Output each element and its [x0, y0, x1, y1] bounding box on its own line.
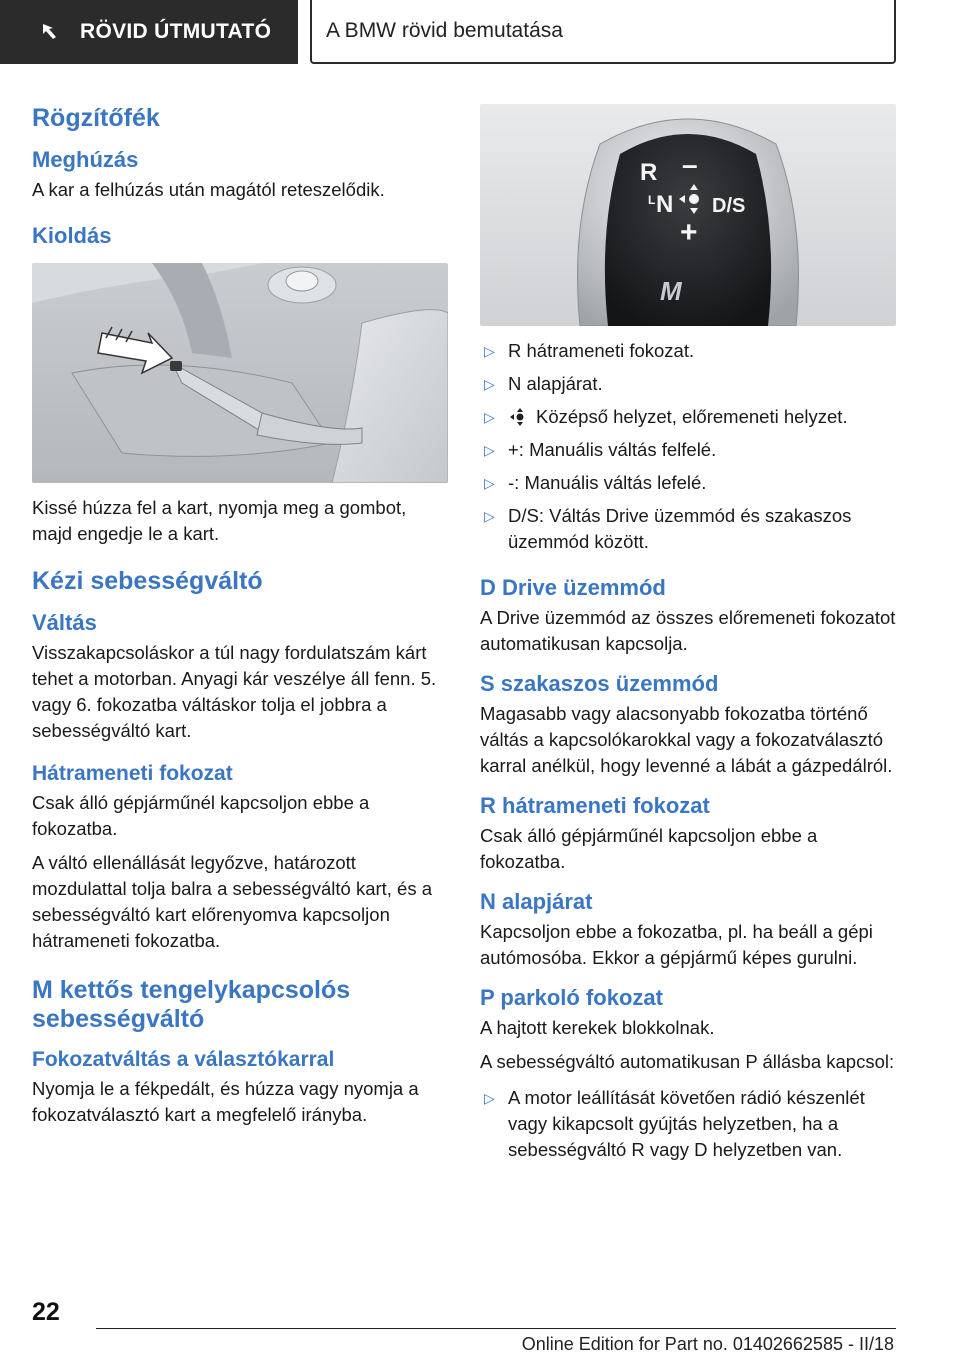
list-item: ▷ D/S: Váltás Drive üzemmód és szakaszos üzemmód között. [484, 505, 852, 552]
knob-label-minus: – [682, 149, 698, 180]
heading-p-park: P parkoló fokozat [480, 985, 663, 1010]
list-item: ▷ +: Manuális váltás felfelé. [480, 437, 896, 463]
triangle-bullet-icon: ▷ [484, 376, 495, 392]
text-p-park-2: A sebességváltó automatikusan P állásba kapcsol: [480, 1051, 895, 1072]
heading-release: Kioldás [32, 223, 112, 248]
knob-label-n: N [656, 191, 674, 218]
quick-guide-label: RÖVID ÚTMUTATÓ [80, 20, 272, 43]
page-number: 22 [32, 1298, 60, 1326]
edition-text: Online Edition for Part no. 01402662585 - II/18 [521, 1334, 894, 1354]
list-item: ▷ N alapjárat. [480, 371, 896, 397]
page-footer [0, 1290, 960, 1362]
knob-label-plus: + [680, 216, 698, 249]
wrench-pointer-icon [40, 21, 62, 43]
heading-r-reverse: R hátrameneti fokozat [480, 793, 710, 818]
section-title-box [310, 0, 896, 64]
gear-selector-illustration [480, 104, 896, 326]
text-selector: Nyomja le a fékpedált, és húzza vagy nyomja a fokozatválasztó kart a megfelelő irányba. [32, 1078, 419, 1125]
knob-label-ds: D/S [712, 195, 746, 217]
triangle-bullet-icon: ▷ [484, 475, 495, 491]
text-p-park-1: A hajtott kerekek blokkolnak. [480, 1017, 715, 1038]
heading-drive-mode: D Drive üzemmód [480, 575, 666, 600]
heading-n-neutral: N alapjárat [480, 889, 593, 914]
list-item: ▷ -: Manuális váltás lefelé. [480, 470, 896, 496]
text-reverse-2: A váltó ellenállását legyőzve, határozott mozdulattal tolja balra a sebességváltó kart, és a sebességváltó kart előrenyomva kapcsoljon hátrameneti fokozatba. [32, 852, 433, 951]
park-conditions-list [480, 1085, 896, 1163]
right-column [480, 104, 896, 1175]
knob-label-l: L [648, 193, 656, 207]
heading-apply: Meghúzás [32, 147, 139, 172]
list-item: ▷ Középső helyzet, előremeneti helyzet. [480, 404, 896, 430]
text-drive-mode: A Drive üzemmód az összes előremeneti fokozatot automatikusan kapcsolja. [480, 607, 896, 654]
quick-guide-tab[interactable] [0, 0, 298, 64]
page-header [0, 0, 960, 66]
center-position-icon [508, 408, 530, 426]
heading-dct: M kettős tengelykapcsolós sebességváltó [32, 976, 351, 1033]
text-sequential-mode: Magasabb vagy alacsonyabb fokozatba történő váltás a kapcsolókarokkal vagy a fokozatválasztó karral anélkül, hogy levenné a lábát a gázpedálról. [480, 703, 893, 776]
heading-reverse-gear: Hátrameneti fokozat [32, 762, 233, 785]
triangle-bullet-icon: ▷ [484, 1090, 495, 1106]
text-shift: Visszakapcsoláskor a túl nagy fordulatszám kárt tehet a motorban. Anyagi kár veszélye áll fenn. 5. vagy 6. fokozatba váltáskor tolja el jobbra a sebességváltó kart. [32, 642, 437, 741]
triangle-bullet-icon: ▷ [484, 442, 495, 458]
triangle-bullet-icon: ▷ [484, 409, 495, 425]
section-title: A BMW rövid bemutatása [326, 19, 563, 42]
text-n-neutral: Kapcsoljon ebbe a fokozatba, pl. ha beáll a gépi autómosóba. Ekkor a gépjármű képes gurulni. [480, 921, 873, 968]
text-apply: A kar a felhúzás után magától reteszelődik. [32, 179, 385, 200]
knob-label-r: R [640, 159, 658, 186]
text-release: Kissé húzza fel a kart, nyomja meg a gombot, majd engedje le a kart. [32, 497, 407, 544]
list-item: ▷ A motor leállítását követően rádió készenlét vagy kikapcsolt gyújtás helyzetben, ha a sebességváltó R vagy D helyzetben van. [484, 1087, 865, 1160]
triangle-bullet-icon: ▷ [484, 508, 495, 524]
heading-shift: Váltás [32, 610, 97, 635]
gear-position-list [480, 338, 896, 555]
heading-selector: Fokozatváltás a választókarral [32, 1048, 335, 1071]
text-reverse-1: Csak álló gépjárműnél kapcsoljon ebbe a fokozatba. [32, 792, 370, 839]
list-item: ▷ R hátrameneti fokozat. [480, 338, 896, 364]
heading-parking-brake: Rögzítőfék [32, 104, 160, 132]
text-r-reverse: Csak álló gépjárműnél kapcsoljon ebbe a fokozatba. [480, 825, 818, 872]
heading-sequential-mode: S szakaszos üzemmód [480, 671, 719, 696]
triangle-bullet-icon: ▷ [484, 343, 495, 359]
footer-divider [96, 1328, 896, 1329]
left-column [32, 100, 448, 1136]
parking-brake-illustration [32, 263, 448, 483]
heading-manual-gearbox: Kézi sebességváltó [32, 567, 263, 595]
m-badge: M [660, 276, 682, 306]
